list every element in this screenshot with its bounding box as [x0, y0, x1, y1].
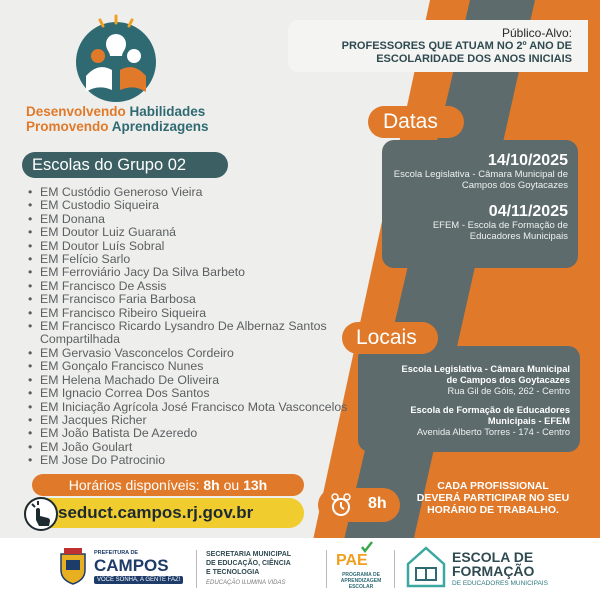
list-item: • EM Francisco Ricardo Lysandro De Albernaz Santos: [28, 320, 348, 333]
list-item: • EM Helena Machado De Oliveira: [28, 374, 348, 387]
publico-line2: ESCOLARIDADE DOS ANOS INICIAIS: [376, 53, 572, 65]
date-place: Educadores Municipais: [469, 230, 568, 242]
publico-alvo-box: [288, 20, 588, 72]
datas-card: [382, 140, 578, 268]
divider: [196, 550, 197, 588]
coat-of-arms-icon: [58, 548, 88, 586]
locais-card: [358, 346, 580, 452]
duration-badge: [318, 488, 400, 522]
date-value: 14/10/2025: [487, 152, 568, 169]
date-place: Escola Legislativa - Câmara Municipal de: [393, 169, 568, 180]
secretaria-label: SECRETARIA MUNICIPAL DE EDUCAÇÃO, CIÊNCIA E TECNOLOGIA: [206, 551, 292, 576]
list-item: • EM Francisco Faria Barbosa: [28, 293, 348, 306]
escolas-header: Escolas do Grupo 02: [22, 152, 228, 178]
school-house-icon: [404, 544, 448, 590]
secretaria-slogan: EDUCAÇÃO ILUMINA VIDAS: [206, 580, 286, 586]
list-item: • EM Iniciação Agrícola José Francisco Mota Vasconcelos: [28, 401, 348, 414]
pae-subtitle: PROGRAMA DE APRENDIZAGEM ESCOLAR: [340, 572, 382, 590]
list-item: • EM Ferroviário Jacy Da Silva Barbeto: [28, 266, 348, 279]
locais-header: Locais: [342, 322, 438, 354]
list-item: • EM Custódio Generoso Vieira: [28, 186, 348, 199]
efm-subtitle: DE EDUCADORES MUNICIPAIS: [452, 580, 548, 587]
location-address: Rua Gil de Góis, 262 - Centro: [447, 386, 570, 396]
list-item: • EM Francisco De Assis: [28, 280, 348, 293]
location-title: Escola de Formação de Educadores: [410, 405, 570, 415]
publico-line1: PROFESSORES QUE ATUAM NO 2º ANO DE: [341, 40, 572, 52]
pointing-hand-icon: [24, 496, 58, 532]
datas-header: Datas: [368, 106, 464, 138]
website-link[interactable]: seduct.campos.rj.gov.br: [24, 498, 304, 528]
publico-title: Público-Alvo:: [501, 26, 572, 40]
divider: [394, 550, 395, 588]
list-item: • EM Jacques Richer: [28, 414, 348, 427]
list-item: • EM Gonçalo Francisco Nunes: [28, 360, 348, 373]
efm-title: ESCOLA DE FORMAÇÃO: [452, 549, 535, 579]
list-item-continuation: Compartilhada: [40, 332, 120, 347]
footer: [0, 538, 600, 600]
tagline: Desenvolvendo Habilidades Promovendo Aprendizagens: [26, 104, 209, 134]
book-with-people-icon: [70, 14, 162, 106]
horarios-pill: Horários disponíveis: 8h ou 13h: [32, 474, 304, 496]
list-item: • EM Gervasio Vasconcelos Cordeiro: [28, 347, 348, 360]
location-title: de Campos dos Goytacazes: [446, 375, 570, 385]
list-item: • EM João Batista De Azeredo: [28, 427, 348, 440]
list-item: • EM Donana: [28, 213, 348, 226]
list-item: • EM Jose Do Patrocinio: [28, 454, 348, 467]
list-item: • EM Doutor Luiz Guaraná: [28, 226, 348, 239]
location-address: Avenida Alberto Torres - 174 - Centro: [416, 427, 570, 437]
divider: [326, 550, 327, 588]
list-item: • EM Custodio Siqueira: [28, 199, 348, 212]
campos-logo-text: CAMPOS: [94, 556, 169, 575]
duration-value: 8h: [368, 495, 387, 512]
list-item: • EM João Goulart: [28, 441, 348, 454]
date-place: Campos dos Goytacazes: [461, 179, 568, 191]
notice-text: CADA PROFISSIONAL DEVERÁ PARTICIPAR NO SEU HORÁRIO DE TRABALHO.: [416, 480, 570, 516]
date-value: 04/11/2025: [488, 203, 568, 220]
pae-logo-text: PAE: [336, 552, 368, 569]
campos-slogan: VOCÊ SONHA, A GENTE FAZ!: [94, 576, 183, 584]
clock-gear-icon: [328, 492, 354, 518]
list-item: • EM Doutor Luís Sobral: [28, 240, 348, 253]
list-item: • EM Francisco Ribeiro Siqueira: [28, 307, 348, 320]
prefeitura-label: PREFEITURA DE: [94, 550, 139, 556]
date-place: EFEM - Escola de Formação de: [432, 220, 568, 231]
school-list: [28, 186, 348, 468]
location-title: Escola Legislativa - Câmara Municipal: [401, 364, 570, 374]
list-item: • EM Felício Sarlo: [28, 253, 348, 266]
location-title: Municipais - EFEM: [487, 416, 570, 426]
list-item: • EM Ignacio Correa Dos Santos: [28, 387, 348, 400]
